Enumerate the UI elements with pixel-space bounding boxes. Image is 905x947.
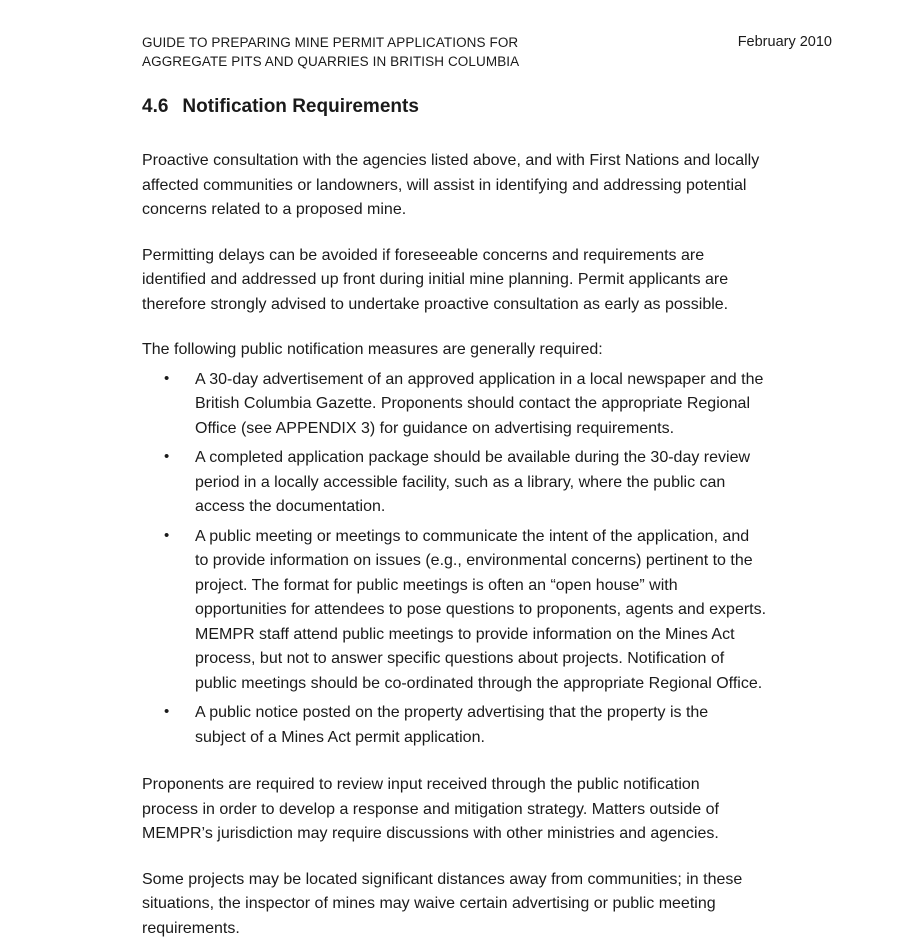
- text-line: Permitting delays can be avoided if foreseeable concerns and requirements are: [142, 246, 705, 264]
- text-line: situations, the inspector of mines may waive certain advertising or public meeting: [142, 895, 716, 912]
- bullet-item: [142, 525, 854, 697]
- bullet-item: [142, 368, 854, 442]
- page-content: [142, 33, 854, 947]
- bullet-text: [195, 446, 854, 520]
- text-line: project. The format for public meetings is often an “open house” with: [195, 576, 678, 594]
- text-line: A 30-day advertisement of an approved application in a local newspaper and the: [195, 370, 764, 388]
- text-line: identified and addressed up front during initial mine planning. Permit applicants are: [142, 271, 729, 288]
- text-line: AGGREGATE PITS AND QUARRIES IN BRITISH COLUMBIA: [142, 54, 520, 69]
- section-heading: [142, 94, 854, 120]
- paragraph-permitting-delays: [142, 244, 854, 318]
- text-line: Some projects may be located significant distances away from communities; in these: [142, 870, 743, 888]
- paragraph-proactive-consultation: [142, 149, 854, 223]
- text-line: public meetings should be co-ordinated through the appropriate Regional Office.: [195, 674, 763, 692]
- text-line: Office (see APPENDIX 3) for guidance on advertising requirements.: [195, 419, 675, 437]
- bullet-icon: •: [164, 526, 170, 544]
- bullet-icon: •: [164, 703, 170, 720]
- section-number: 4.6: [142, 96, 169, 117]
- text-line: requirements.: [142, 919, 240, 937]
- document-date: February 2010: [737, 34, 832, 50]
- text-line: A public notice posted on the property advertising that the property is the: [195, 704, 709, 721]
- text-line: MEMPR staff attend public meetings to provide information on the Mines Act: [195, 625, 735, 643]
- text-line: MEMPR’s jurisdiction may require discussions with other ministries and agencies.: [142, 825, 719, 842]
- paragraph-remote-projects: [142, 868, 854, 942]
- text-line: subject of a Mines Act permit application.: [195, 728, 485, 746]
- paragraph-list-intro: [142, 338, 854, 363]
- bullet-icon: •: [164, 369, 170, 387]
- text-line: period in a locally accessible facility, such as a library, where the public can: [195, 473, 726, 491]
- text-line: Proponents are required to review input received through the public notification: [142, 776, 700, 793]
- bullet-text: [195, 525, 854, 697]
- text-line: A completed application package should be available during the 30-day review: [195, 449, 751, 466]
- text-line: opportunities for attendees to pose questions to proponents, agents and experts.: [195, 601, 767, 618]
- bullet-item: [142, 446, 854, 520]
- text-line: concerns related to a proposed mine.: [142, 201, 407, 218]
- text-line: process, but not to answer specific questions about projects. Notification of: [195, 650, 725, 667]
- bullet-text: [195, 368, 854, 442]
- bullet-icon: •: [164, 448, 170, 465]
- text-line: A public meeting or meetings to communicate the intent of the application, and: [195, 527, 750, 545]
- bullet-item: [142, 701, 854, 750]
- text-line: The following public notification measures are generally required:: [142, 341, 603, 358]
- section-body: [142, 149, 854, 941]
- page-header: [142, 33, 854, 71]
- text-line: Proactive consultation with the agencies listed above, and with First Nations and locally: [142, 152, 760, 169]
- text-line: access the documentation.: [195, 498, 386, 515]
- text-line: British Columbia Gazette. Proponents should contact the appropriate Regional: [195, 395, 750, 412]
- bullet-list: [142, 368, 854, 751]
- text-line: process in order to develop a response and mitigation strategy. Matters outside of: [142, 800, 719, 818]
- text-line: therefore strongly advised to undertake proactive consultation as early as possible.: [142, 295, 729, 313]
- text-line: affected communities or landowners, will assist in identifying and addressing potential: [142, 176, 747, 194]
- section-title: Notification Requirements: [182, 96, 419, 117]
- bullet-text: [195, 701, 854, 750]
- text-line: to provide information on issues (e.g., environmental concerns) pertinent to the: [195, 552, 753, 569]
- paragraph-proponents-review: [142, 773, 854, 847]
- document-running-title: [142, 33, 519, 71]
- text-line: GUIDE TO PREPARING MINE PERMIT APPLICATIONS FOR: [142, 35, 519, 50]
